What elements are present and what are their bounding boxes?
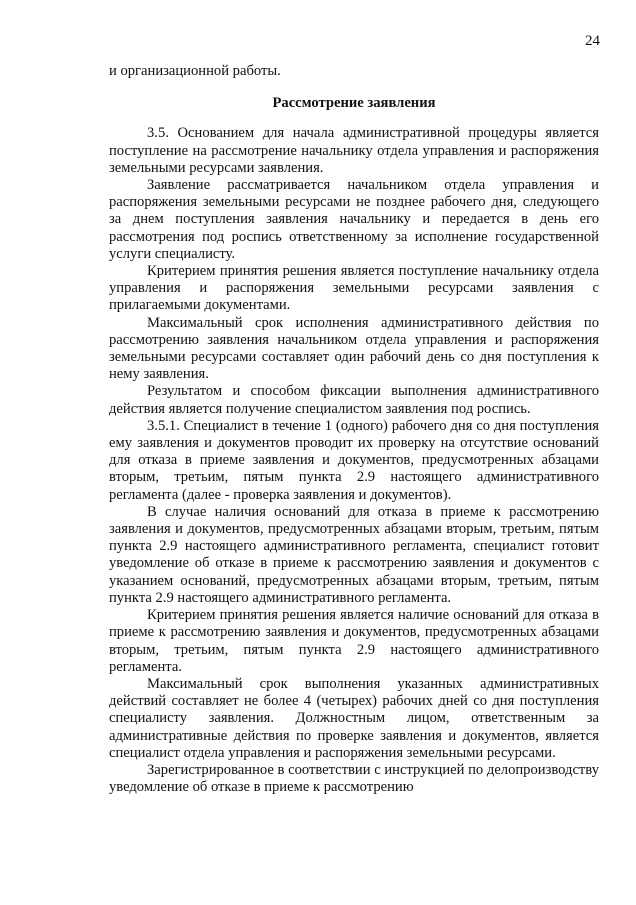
paragraph-result: Результатом и способом фиксации выполнения административного действия является получение специалистом заявления под роспись.	[109, 383, 599, 417]
document-body	[109, 63, 599, 796]
paragraph-refusal-criterion: Критерием принятия решения является наличие оснований для отказа в приеме к рассмотрению заявления и документов, предусмотренных абзацами вторым, третьим, пятым пункта 2.9 настоящего административного регламента.	[109, 607, 599, 675]
paragraph-review-procedure: Заявление рассматривается начальником отдела управления и распоряжения земельными ресурсами не позднее рабочего дня, следующего за днем поступления заявления начальнику и передается в день его рассмотрения под роспись ответственному за исполнение государственной услуги специалисту.	[109, 177, 599, 262]
paragraph-decision-criterion: Критерием принятия решения является поступление начальнику отдела управления и распоряжения земельными ресурсами заявления с прилагаемыми документами.	[109, 263, 599, 314]
paragraph-max-term: Максимальный срок исполнения административного действия по рассмотрению заявления начальником отдела управления и распоряжения земельными ресурсами составляет один рабочий день со дня поступления к нему заявления.	[109, 314, 599, 383]
paragraph-3-5-1: 3.5.1. Специалист в течение 1 (одного) рабочего дня со дня поступления ему заявления и документов проводит их проверку на отсутствие оснований для отказа в приеме заявления и документов, предусмотренных абзацами вторым, третьим, пятым пункта 2.9 настоящего административного регламента (далее - проверка заявления и документов).	[109, 417, 599, 503]
paragraph-refusal-case: В случае наличия оснований для отказа в приеме к рассмотрению заявления и документов, предусмотренных абзацами вторым, третьим, пятым пункта 2.9 настоящего административного регламента, специалист готовит уведомление об отказе в приеме к рассмотрению заявления и документов с указанием оснований, предусмотренных абзацами вторым, третьим, пятым пункта 2.9 настоящего административного регламента.	[109, 503, 599, 606]
paragraph-registered-notice: Зарегистрированное в соответствии с инструкцией по делопроизводству уведомление об отказе в приеме к рассмотрению	[109, 761, 599, 796]
continuation-text: и организационной работы.	[109, 63, 281, 79]
page-number: 24	[585, 33, 600, 49]
section-heading: Рассмотрение заявления	[272, 95, 436, 112]
paragraph-3-5: 3.5. Основанием для начала административной процедуры является поступление на рассмотрение начальнику отдела управления и распоряжения земельными ресурсами заявления.	[109, 125, 599, 176]
paragraph-check-term: Максимальный срок выполнения указанных административных действий составляет не более 4 (четырех) рабочих дней со дня поступления специалисту заявления. Должностным лицом, ответственным за административные действия по проверке заявления и документов, является специалист отдела управления и распоряжения земельными ресурсами.	[109, 675, 599, 761]
